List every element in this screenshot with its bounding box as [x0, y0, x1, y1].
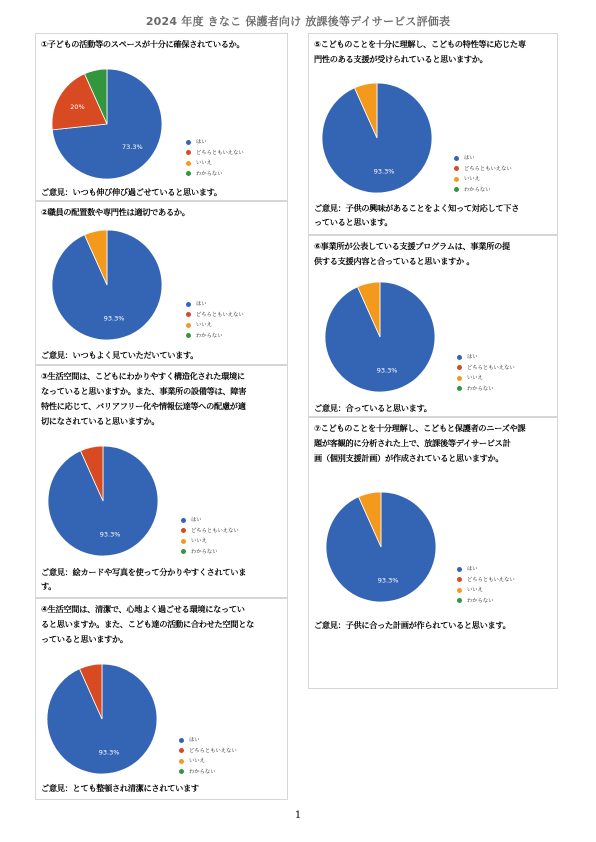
legend-item: [454, 153, 512, 164]
legend-swatch: [454, 187, 459, 192]
legend-label: はい: [191, 517, 202, 523]
page-number: 1: [294, 810, 302, 821]
legend-item: [181, 515, 239, 526]
legend-swatch: [181, 518, 186, 523]
legend-label: わからない: [196, 170, 223, 177]
legend-label: どちらともいえない: [467, 364, 515, 371]
question-text: ⑥事業所が公表している支援プログラムは、事業所の提 供する支援内容と合っていると思いますか 。: [314, 241, 510, 266]
legend-item: [186, 310, 244, 321]
legend-swatch: [181, 549, 186, 554]
legend-swatch: [181, 539, 186, 544]
chart-legend: [186, 299, 244, 341]
legend-item: [186, 158, 244, 169]
chart-legend: [457, 352, 515, 394]
pie-data-label: 93.3%: [373, 167, 395, 176]
legend-swatch: [457, 588, 462, 593]
legend-label: どちらともいえない: [464, 165, 512, 172]
legend-swatch: [186, 302, 191, 307]
pie-data-label: 93.3%: [103, 314, 125, 323]
legend-item: [181, 536, 239, 547]
legend-swatch: [454, 177, 459, 182]
pie-data-label: 73.3%: [122, 142, 143, 151]
legend-label: いいえ: [196, 160, 212, 166]
page-title: 2024 年度 きなこ 保護者向け 放課後等デイサービス評価表: [145, 15, 451, 28]
legend-label: どちらともいえない: [189, 747, 237, 754]
legend-item: [457, 384, 515, 395]
legend-label: わからない: [196, 332, 223, 339]
legend-swatch: [186, 171, 191, 176]
legend-swatch: [457, 386, 462, 391]
legend-item: [186, 169, 244, 180]
legend-swatch: [179, 738, 184, 743]
legend-item: [179, 767, 237, 778]
legend-label: はい: [467, 354, 478, 360]
comment-text: ご意見：合っていると思います。: [314, 403, 432, 413]
legend-item: [179, 735, 237, 746]
pie-chart: [325, 282, 435, 392]
legend-swatch: [186, 312, 191, 317]
legend-label: いいえ: [196, 322, 212, 328]
legend-swatch: [457, 365, 462, 370]
chart-legend: [454, 153, 512, 195]
legend-label: いいえ: [464, 176, 480, 182]
legend-label: はい: [196, 301, 207, 307]
question-card-1: [35, 33, 288, 201]
question-text: ⑦こどものことを十分理解し、こどもと保護者のニーズや課 題が客観的に分析された上で、放課後等デイサービス計 画（個別支援計画）が作成されていると思いますか。: [314, 423, 526, 463]
pie-chart: [47, 664, 157, 774]
chart-legend: [457, 564, 515, 606]
legend-swatch: [457, 567, 462, 572]
comment-text: ご意見：いつもよく見ていただいています。: [41, 350, 199, 360]
chart-legend: [186, 137, 244, 179]
legend-swatch: [186, 323, 191, 328]
comment-text: ご意見：子供の興味があることをよく知って対応して下さ っていると思います。: [314, 203, 520, 227]
legend-label: いいえ: [467, 587, 483, 593]
legend-item: [186, 148, 244, 159]
legend-swatch: [186, 333, 191, 338]
question-card-5: [308, 33, 558, 235]
legend-label: わからない: [189, 768, 216, 775]
chart-legend: [181, 515, 239, 557]
legend-label: どちらともいえない: [191, 527, 239, 534]
comment-text: ご意見：いつも伸び伸び過ごせていると思います。: [41, 187, 222, 197]
legend-item: [179, 746, 237, 757]
pie-data-label: 93.3%: [376, 366, 398, 375]
legend-label: いいえ: [191, 538, 207, 544]
legend-swatch: [457, 598, 462, 603]
legend-swatch: [179, 748, 184, 753]
legend-item: [181, 547, 239, 558]
legend-swatch: [457, 376, 462, 381]
legend-item: [457, 373, 515, 384]
legend-label: わからない: [464, 186, 491, 193]
legend-swatch: [454, 166, 459, 171]
pie-data-label: 93.3%: [98, 748, 120, 757]
legend-label: いいえ: [467, 375, 483, 381]
question-text: ④生活空間は、清潔で、心地よく過ごせる環境になってい ると思いますか。また、こども達の活動に合わせた空間とな っていると思いますか。: [41, 604, 254, 644]
legend-item: [179, 756, 237, 767]
legend-label: どちらともいえない: [196, 149, 244, 156]
legend-label: はい: [189, 737, 200, 743]
legend-item: [186, 320, 244, 331]
legend-item: [457, 352, 515, 363]
legend-label: はい: [467, 566, 478, 572]
legend-swatch: [179, 759, 184, 764]
question-card-2: [35, 201, 288, 365]
pie-chart: [52, 230, 162, 340]
pie-data-label: 93.3%: [99, 530, 121, 539]
legend-item: [181, 526, 239, 537]
legend-swatch: [186, 161, 191, 166]
pie-data-label: 93.3%: [377, 576, 399, 585]
legend-item: [186, 137, 244, 148]
legend-label: いいえ: [189, 758, 205, 764]
legend-item: [457, 575, 515, 586]
legend-swatch: [186, 140, 191, 145]
question-card-3: [35, 365, 288, 598]
legend-label: はい: [196, 139, 207, 145]
legend-label: どちらともいえない: [467, 576, 515, 583]
legend-label: わからない: [467, 385, 494, 392]
question-text: ③生活空間は、こどもにわかりやすく構造化された環境に なっていると思いますか。また、事業所の設備等は、障害 特性に応じて、バリアフリー化や情報伝達等への配慮が適 切になされていると思いますか。: [41, 371, 247, 426]
legend-swatch: [181, 528, 186, 533]
comment-text: ご意見：とても整頓され清潔にされています: [41, 783, 199, 793]
question-text: ⑤こどものことを十分に理解し、こどもの特性等に応じた専 門性のある支援が受けられていると思いますか。: [314, 39, 526, 64]
legend-item: [457, 564, 515, 575]
legend-item: [454, 185, 512, 196]
legend-label: わからない: [191, 548, 218, 555]
question-card-6: [308, 235, 558, 417]
question-card-7: [308, 417, 558, 689]
legend-item: [457, 585, 515, 596]
pie-chart: [326, 492, 436, 602]
comment-text: ご意見：子供に合った計画が作られていると思います。: [314, 620, 511, 630]
question-text: ②職員の配置数や専門性は適切であるか。: [41, 207, 190, 217]
legend-label: どちらともいえない: [196, 311, 244, 318]
legend-label: はい: [464, 155, 475, 161]
legend-item: [457, 596, 515, 607]
legend-item: [186, 299, 244, 310]
pie-chart: [52, 69, 162, 179]
legend-item: [457, 363, 515, 374]
comment-text: ご意見：絵カードや写真を使って分かりやすくされていま す。: [41, 567, 247, 591]
legend-item: [454, 164, 512, 175]
legend-item: [186, 331, 244, 342]
pie-chart: [322, 83, 432, 193]
legend-item: [454, 174, 512, 185]
legend-swatch: [179, 769, 184, 774]
chart-legend: [179, 735, 237, 777]
legend-swatch: [457, 355, 462, 360]
legend-swatch: [454, 156, 459, 161]
question-text: ①子どもの活動等のスペースが十分に確保されているか。: [41, 39, 245, 49]
legend-swatch: [457, 577, 462, 582]
legend-swatch: [186, 150, 191, 155]
question-card-4: [35, 598, 288, 800]
pie-data-label: 20%: [70, 103, 85, 112]
legend-label: わからない: [467, 597, 494, 604]
pie-chart: [48, 446, 158, 556]
